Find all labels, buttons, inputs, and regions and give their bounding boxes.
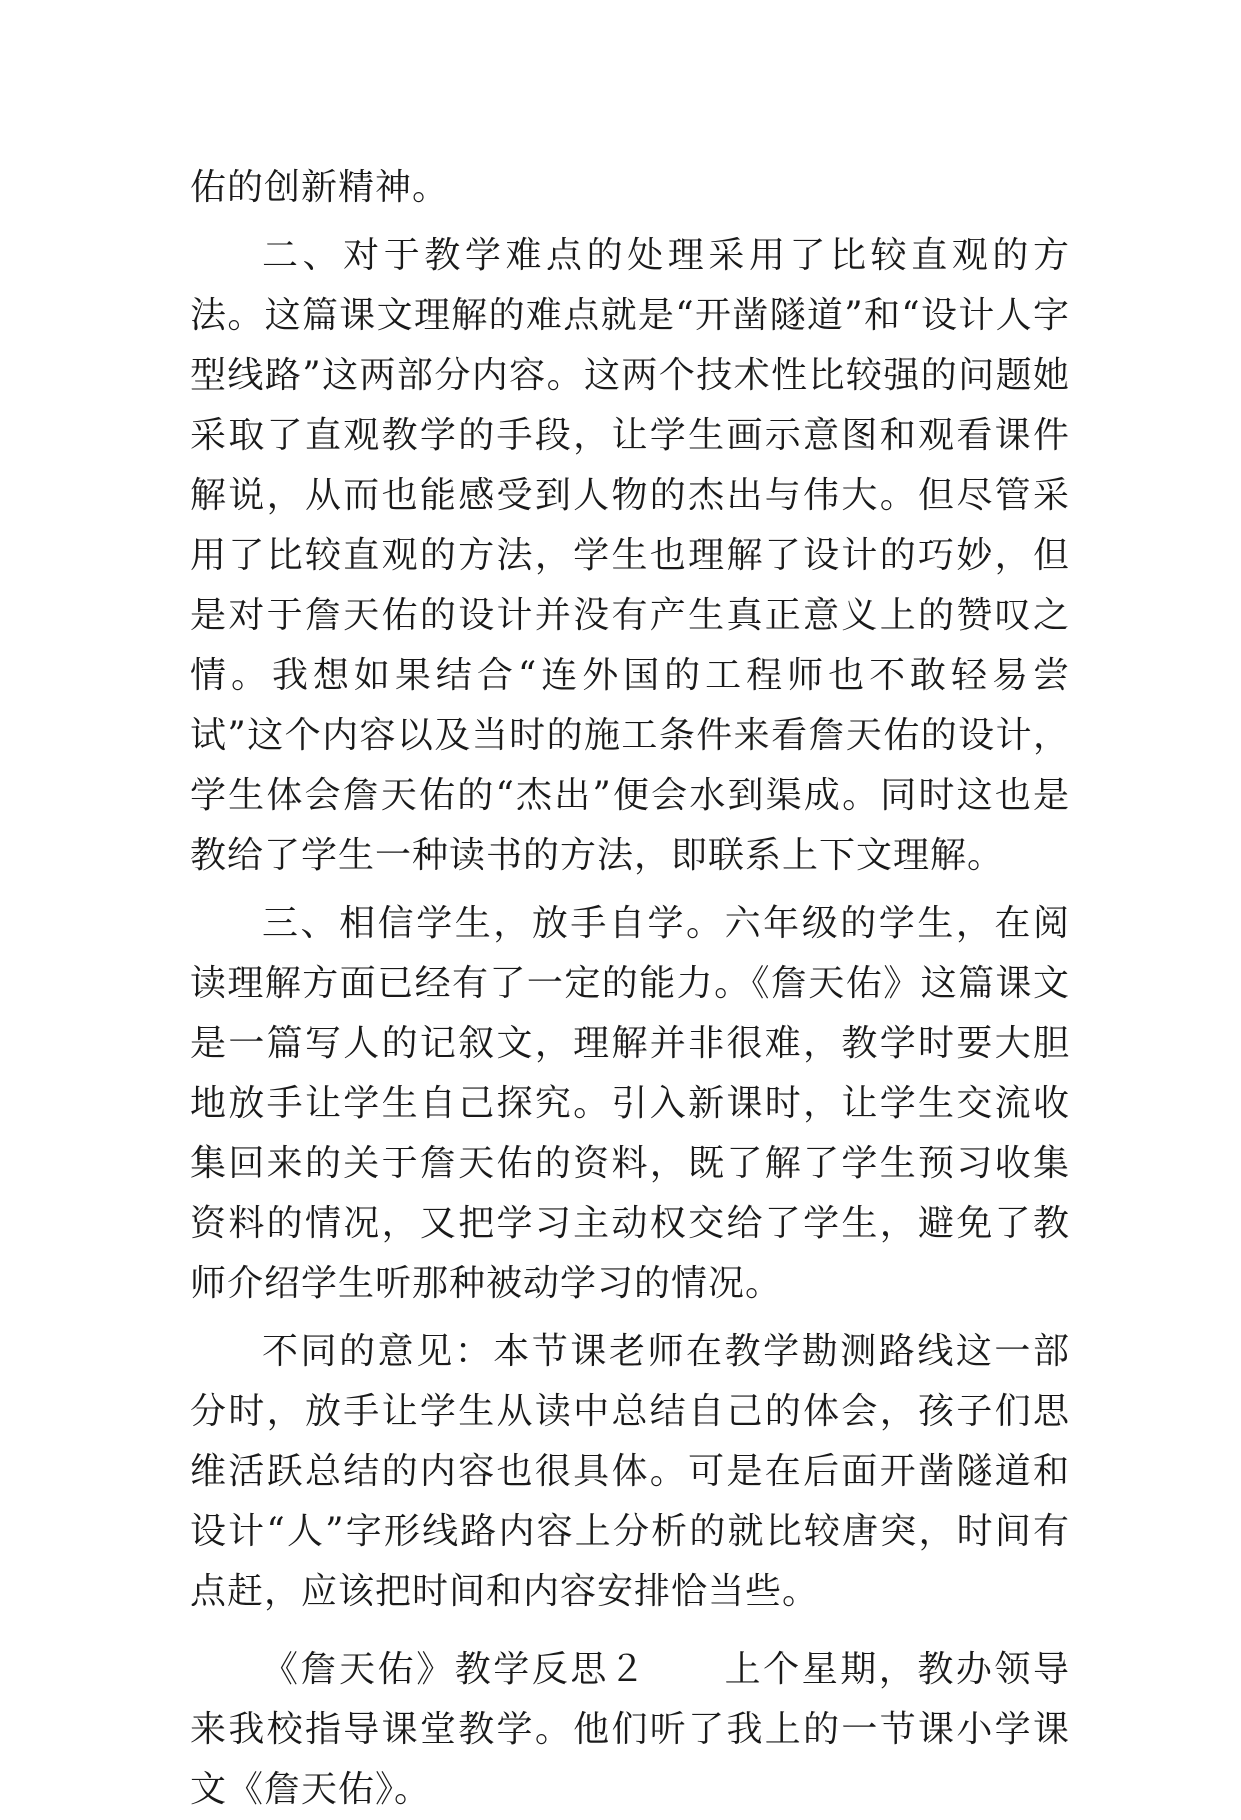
- paragraph-reflection-2: 《詹天佑》教学反思２ 上个星期，教办领导来我校指导课堂教学。他们听了我上的一节课小学课文《詹天佑》。: [190, 1649, 1070, 1810]
- paragraph-difficulty: 二、对于教学难点的处理采用了比较直观的方法。这篇课文理解的难点就是“开凿隧道”和“设计人字型线路”这两部分内容。这两个技术性比较强的问题她采取了直观教学的手段，让学生画示意图和观看课件解说，从而也能感受到人物的杰出与伟大。但尽管采用了比较直观的方法，学生也理解了设计的巧妙，但是对于詹天佑的设计并没有产生真正意义上的赞叹之情。我想如果结合“连外国的工程师也不敢轻易尝试”这个内容以及当时的施工条件来看詹天佑的设计，学生体会詹天佑的“杰出”便会水到渠成。同时这也是教给了学生一种读书的方法，即联系上下文理解。: [190, 235, 1070, 876]
- paragraph-continuation: 佑的创新精神。: [190, 167, 450, 208]
- paragraph-different-opinion: 不同的意见：本节课老师在教学勘测路线这一部分时，放手让学生从读中总结自己的体会，孩子们思维活跃总结的内容也很具体。可是在后面开凿隧道和设计“人”字形线路内容上分析的就比较唐突，时间有点赶，应该把时间和内容安排恰当些。: [190, 1331, 1070, 1612]
- document-body: [190, 158, 1070, 1820]
- paragraph-self-study: 三、相信学生，放手自学。六年级的学生，在阅读理解方面已经有了一定的能力。《詹天佑》这篇课文是一篇写人的记叙文，理解并非很难，教学时要大胆地放手让学生自己探究。引入新课时，让学生交流收集回来的关于詹天佑的资料，既了解了学生预习收集资料的情况，又把学习主动权交给了学生，避免了教师介绍学生听那种被动学习的情况。: [190, 903, 1070, 1304]
